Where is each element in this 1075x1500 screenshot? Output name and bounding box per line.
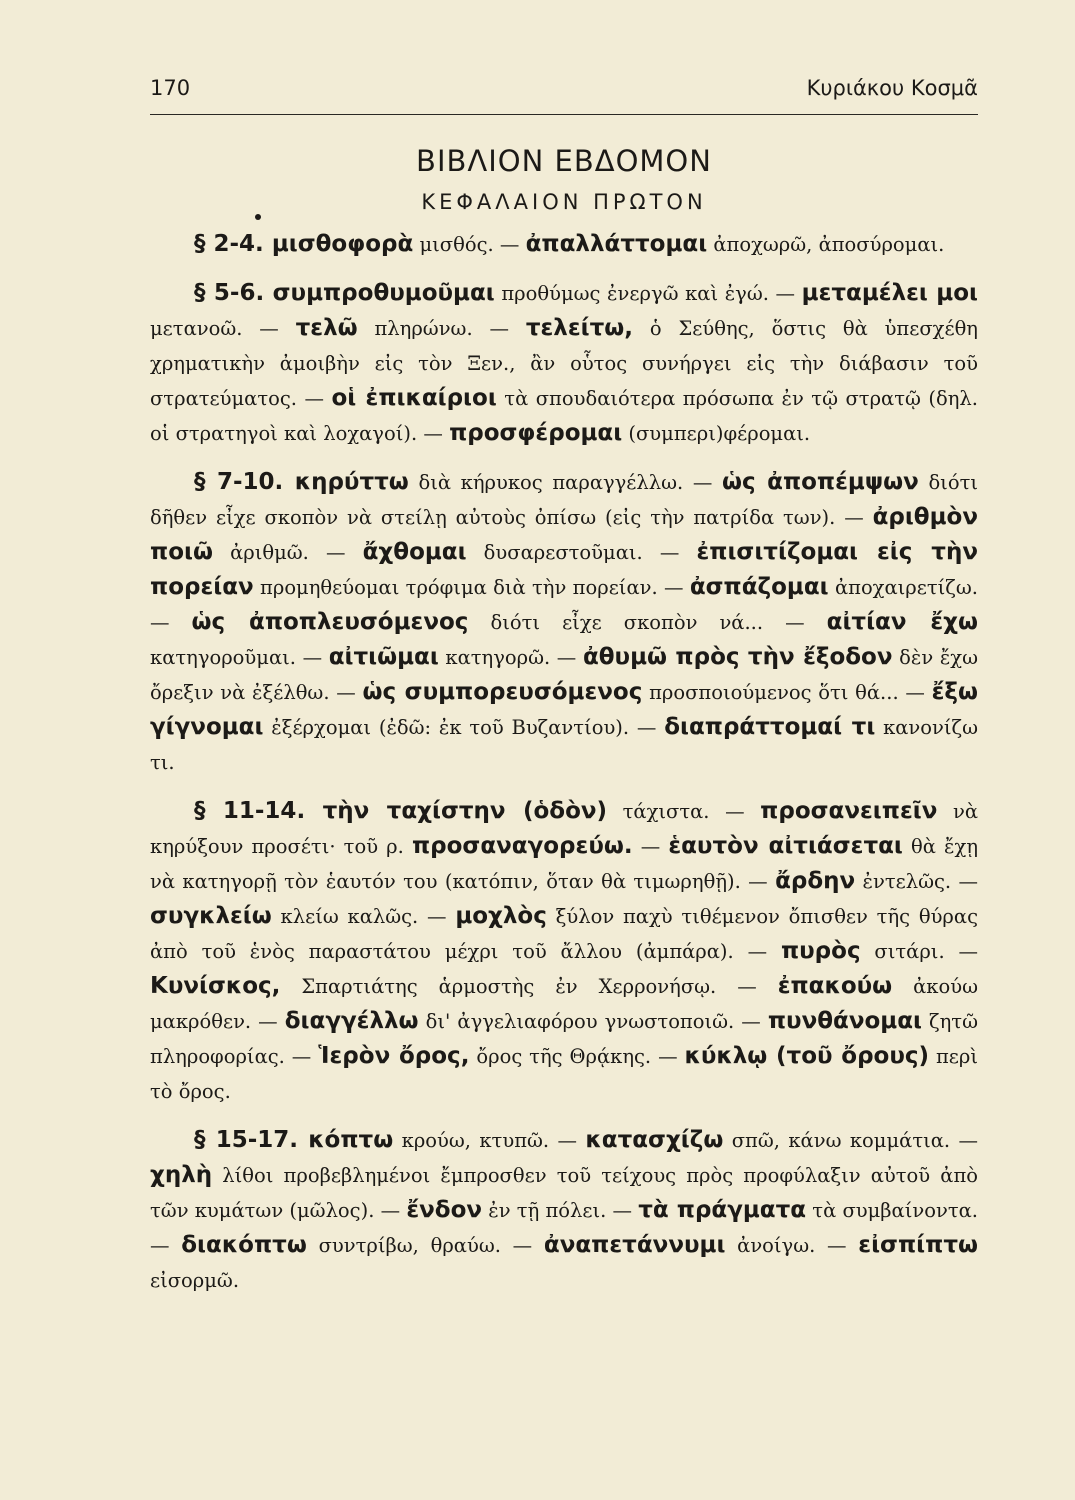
gloss-text: —: [632, 835, 669, 858]
gloss-text: προμηθεύομαι τρόφιμα διὰ τὴν πορείαν. —: [253, 576, 690, 599]
chapter-title: ΚΕΦΑΛΑΙΟΝ ΠΡΩΤΟΝ: [421, 190, 707, 214]
gloss-text: σπῶ, κάνω κομμάτια. —: [723, 1129, 979, 1152]
headword: ἀπαλλάττομαι: [525, 231, 708, 257]
gloss-text: (συμπερι)φέρομαι.: [622, 422, 811, 445]
headword: κηρύττω: [294, 469, 409, 495]
headword: μισθοφορὰ: [271, 231, 414, 257]
glossary-body: [150, 227, 978, 1312]
headword: ἔξω γίγνομαι: [150, 679, 979, 740]
gloss-text: δυσαρεστοῦμαι. —: [466, 541, 697, 564]
ornament-dot: [255, 214, 261, 220]
headword: ἑαυτὸν αἰτιάσεται: [668, 833, 903, 859]
headword: τελείτω,: [525, 315, 634, 341]
gloss-text: κλείω καλῶς. —: [271, 905, 456, 928]
headword: προσανειπεῖν: [760, 798, 938, 824]
headword: ὡς ἀποπλευσόμενος: [191, 609, 469, 635]
section-number: § 5-6.: [194, 280, 273, 306]
headword: κόπτω: [308, 1127, 394, 1153]
gloss-text: μισθός. —: [413, 233, 526, 256]
gloss-text: προσποιούμενος ὅτι θά... —: [642, 681, 932, 704]
headword: εἰσπίπτω: [858, 1232, 978, 1258]
headword: ἀναπετάννυμι: [543, 1232, 726, 1258]
running-title: Κυριάκου Κοσμᾶ: [806, 76, 978, 100]
headword: πυνθάνομαι: [767, 1008, 922, 1034]
glossary-paragraph: [150, 465, 978, 780]
glossary-paragraph: [150, 227, 978, 262]
gloss-text: πληρώνω. —: [357, 317, 526, 340]
headword: κύκλῳ (τοῦ ὄρους): [684, 1043, 930, 1069]
page-header: [150, 76, 978, 106]
headword: τὴν ταχίστην (ὁδὸν): [322, 798, 608, 824]
headword: ἐπακούω: [777, 973, 893, 999]
gloss-text: διότι δῆθεν εἶχε σκοπὸν νὰ στείλῃ αὐτοὺς ὀπίσω (εἰς τὴν πατρίδα των). —: [150, 471, 979, 529]
gloss-text: θὰ ἔχῃ νὰ κατηγορῇ τὸν ἑαυτόν του (κατόπιν, ὅταν θὰ τιμωρηθῇ). —: [150, 835, 979, 893]
book-title: ΒΙΒΛΙΟΝ ΕΒΔΟΜΟΝ: [416, 144, 712, 178]
section-number: § 2-4.: [194, 231, 272, 257]
gloss-text: ὁ Σεύθης, ὅστις θὰ ὑπεσχέθη χρηματικὴν ἀμοιβὴν εἰς τὸν Ξεν., ἂν οὗτος συνήργει εἰς τὴν διάβασιν τοῦ στρατεύματος. —: [150, 317, 978, 410]
headword: ἀσπάζομαι: [689, 574, 829, 600]
headword: ἄρδην: [775, 868, 856, 894]
header-rule: [150, 114, 978, 115]
gloss-text: περὶ τὸ ὄρος.: [150, 1045, 979, 1103]
headword: αἰτίαν ἔχω: [826, 609, 978, 635]
gloss-text: ἀκούω μακρόθεν. —: [150, 975, 978, 1033]
gloss-text: συντρίβω, θραύω. —: [306, 1234, 544, 1257]
headword: χηλὴ: [150, 1162, 213, 1188]
gloss-text: Σπαρτιάτης ἁρμοστὴς ἐν Χερρονήσῳ. —: [280, 975, 778, 998]
headword: Κυνίσκος,: [150, 973, 281, 999]
glossary-paragraph: [150, 1123, 978, 1298]
headword: ἔνδον: [406, 1197, 483, 1223]
gloss-text: κατηγορῶ. —: [438, 646, 583, 669]
headword: Ἱερὸν ὄρος,: [318, 1043, 470, 1069]
gloss-text: ἐν τῇ πόλει. —: [482, 1199, 639, 1222]
section-number: § 7-10.: [194, 469, 295, 495]
headword: κατασχίζω: [585, 1127, 724, 1153]
gloss-text: ζητῶ πληροφορίας. —: [150, 1010, 978, 1068]
gloss-text: διὰ κήρυκος παραγγέλλω. —: [408, 471, 723, 494]
gloss-text: ἀποχωρῶ, ἀποσύρομαι.: [707, 233, 945, 256]
gloss-text: σιτάρι. —: [860, 940, 979, 963]
gloss-text: ἐντελῶς. —: [855, 870, 978, 893]
gloss-text: ἐξέρχομαι (ἐδῶ: ἐκ τοῦ Βυζαντίου). —: [263, 716, 665, 739]
gloss-text: λίθοι προβεβλημένοι ἔμπροσθεν τοῦ τείχους πρὸς προφύλαξιν αὐτοῦ ἀπὸ τῶν κυμάτων (μῶλος). —: [150, 1164, 978, 1222]
gloss-text: δι' ἀγγελιαφόρου γνωστοποιῶ. —: [418, 1010, 768, 1033]
headword: προσαναγορεύω.: [411, 833, 633, 859]
headword: οἱ ἐπικαίριοι: [331, 385, 497, 411]
headword: διαγγέλλω: [284, 1008, 419, 1034]
gloss-text: τὰ σπουδαιότερα πρόσωπα ἐν τῷ στρατῷ (δηλ. οἱ στρατηγοὶ καὶ λοχαγοί). —: [150, 387, 978, 445]
headword: συγκλείω: [150, 903, 272, 929]
headword: ἀριθμὸν ποιῶ: [150, 504, 978, 565]
headword: προσφέρομαι: [449, 420, 623, 446]
gloss-text: τὰ συμβαίνοντα. —: [150, 1199, 978, 1257]
headword: διαπράττομαί τι: [664, 714, 876, 740]
gloss-text: κρούω, κτυπῶ. —: [393, 1129, 586, 1152]
headword: ὡς ἀποπέμψων: [722, 469, 919, 495]
gloss-text: δὲν ἔχω ὄρεξιν νὰ ἐξέλθω. —: [150, 646, 978, 704]
headword: τελῶ: [295, 315, 358, 341]
headword: αἰτιῶμαι: [328, 644, 439, 670]
gloss-text: ὄρος τῆς Θρᾴκης. —: [469, 1045, 685, 1068]
gloss-text: νὰ κηρύξουν προσέτι· τοῦ ρ.: [150, 800, 978, 858]
headword: πυρὸς: [780, 938, 861, 964]
headword: ἄχθομαι: [362, 539, 467, 565]
headword: ὡς συμπορευσόμενος: [362, 679, 643, 705]
gloss-text: ξύλον παχὺ τιθέμενον ὄπισθεν τῆς θύρας ἀπὸ τοῦ ἑνὸς παραστάτου μέχρι τοῦ ἄλλου (ἀμπάρα). —: [150, 905, 978, 963]
gloss-text: ἀριθμῶ. —: [212, 541, 363, 564]
gloss-text: διότι εἶχε σκοπὸν νά... —: [468, 611, 827, 634]
gloss-text: εἰσορμῶ.: [150, 1269, 240, 1292]
section-number: § 11-14.: [194, 798, 323, 824]
headword: τὰ πράγματα: [638, 1197, 807, 1223]
gloss-text: ἀνοίγω. —: [725, 1234, 859, 1257]
headword: διακόπτω: [181, 1232, 307, 1258]
headword: μεταμέλει μοι: [801, 280, 978, 306]
gloss-text: προθύμως ἐνεργῶ καὶ ἐγώ. —: [494, 282, 802, 305]
headword: ἐπισιτίζομαι εἰς τὴν πορείαν: [150, 539, 979, 600]
section-number: § 15-17.: [194, 1127, 309, 1153]
headword: ἀθυμῶ πρὸς τὴν ἔξοδον: [582, 644, 893, 670]
gloss-text: τάχιστα. —: [607, 800, 761, 823]
gloss-text: ἀποχαιρετίζω. —: [150, 576, 978, 634]
glossary-paragraph: [150, 276, 978, 451]
page-number: 170: [150, 76, 191, 100]
headword: μοχλὸς: [455, 903, 547, 929]
gloss-text: κατηγοροῦμαι. —: [150, 646, 329, 669]
gloss-text: κανονίζω τι.: [150, 716, 979, 774]
headword: συμπροθυμοῦμαι: [272, 280, 495, 306]
gloss-text: μετανοῶ. —: [150, 317, 296, 340]
glossary-paragraph: [150, 794, 978, 1109]
